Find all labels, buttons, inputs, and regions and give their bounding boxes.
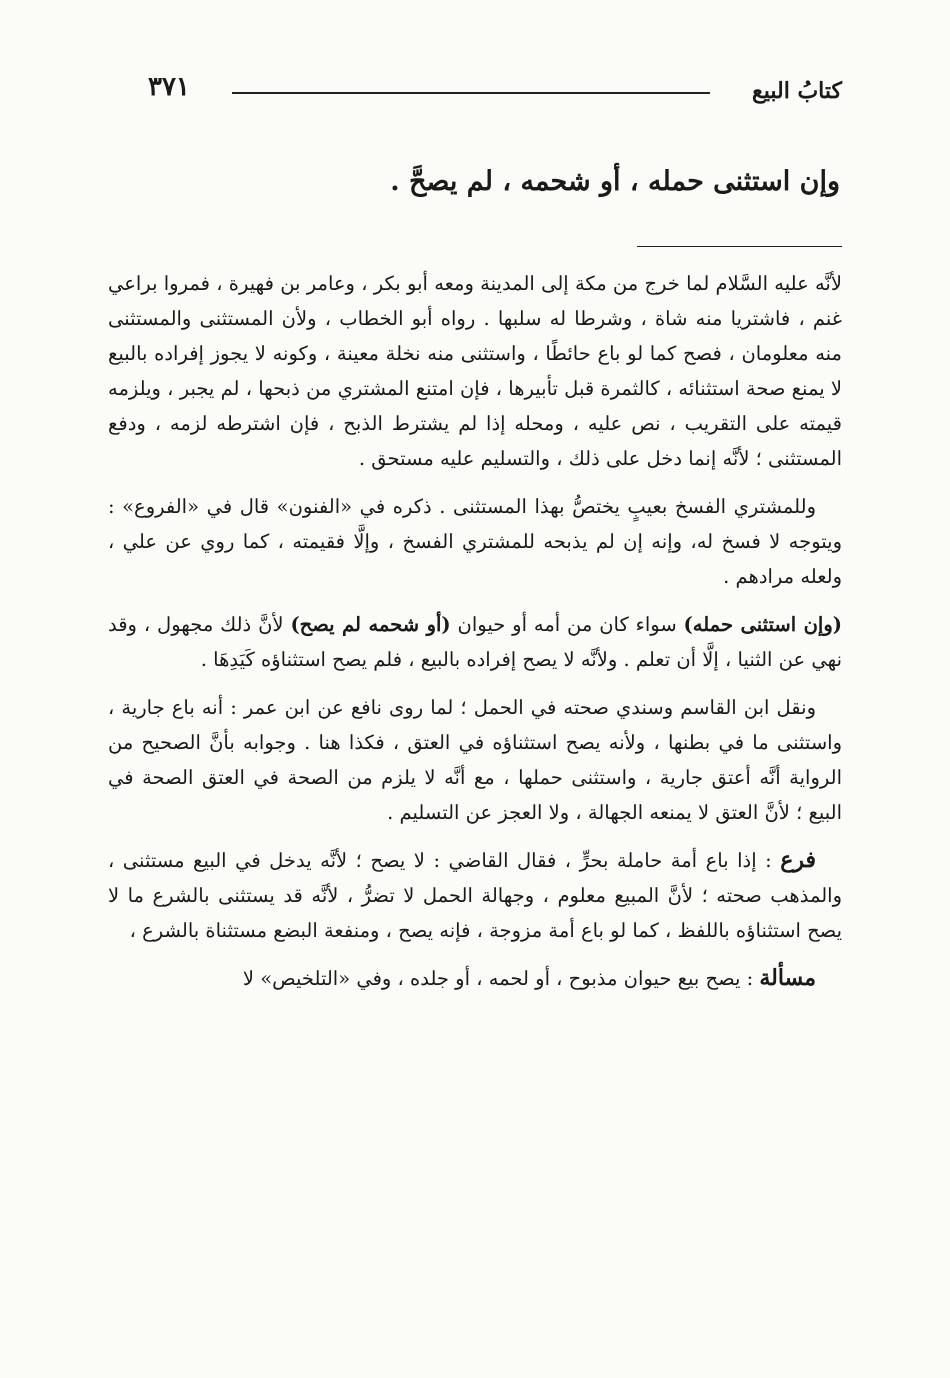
quoted-matn-1: (وإن استثنى حمله): [683, 613, 842, 636]
paragraph-3-mid: سواء كان من أمه أو حيوان: [450, 613, 684, 636]
masala-heading: مسألة: [759, 965, 816, 991]
commentary-body: [108, 266, 842, 1009]
paragraph-5-text: : إذا باع أمة حاملة بحرٍّ ، فقال القاضي : لا يصح ؛ لأنَّه يدخل في البيع مستثنى ، والمذهب صحته ؛ لأنَّ المبيع معلوم ، وجهالة الحمل لا تضرُّ ، لأنَّه قد يستثنى بالشرع ما لا يصح استثناؤه باللفظ ، كما لو باع أمة مزوجة ، فإنه يصح ، ومنفعة البضع مستثناة بالشرع ،: [108, 849, 842, 942]
far-heading: فرع: [780, 847, 816, 873]
paragraph-1: لأنَّه عليه السَّلام لما خرج من مكة إلى المدينة ومعه أبو بكر ، وعامر بن فهيرة ، فمروا براعي غنم ، فاشتريا منه شاة ، وشرطا له سلبها . رواه أبو الخطاب ، ولأن المستثنى والمستثنى منه معلومان ، فصح كما لو باع حائطًا ، واستثنى منه نخلة معينة ، وكونه لا يجوز إفراده بالبيع لا يمنع صحة استثنائه ، كالثمرة قبل تأبيرها ، فإن امتنع المشتري من ذبحها ، لم يجبر ، ويلزمه قيمته على التقريب ، نص عليه ، ومحله إذا لم يشترط الذبح ، فإن اشترطه لزمه ، ودفع المستثنى ؛ لأنَّه إنما دخل على ذلك ، والتسليم عليه مستحق .: [108, 272, 842, 470]
running-title: كتابُ البيع: [752, 78, 842, 104]
paragraph-6: [108, 961, 842, 996]
commentary-separator: [637, 246, 842, 247]
paragraph-3-rest: لأنَّ ذلك مجهول ، وقد نهي عن الثنيا ، إلَّا أن تعلم . ولأنَّه لا يصح إفراده بالبيع ، فلم يصح استثناؤه كَيَدِهَا .: [108, 613, 842, 671]
quoted-matn-2: (أو شحمه لم يصح): [290, 613, 451, 636]
page-number: ٣٧١: [148, 72, 190, 102]
paragraph-5: [108, 843, 842, 948]
matn-text: وإن استثنى حمله ، أو شحمه ، لم يصحَّ .: [390, 166, 840, 197]
paragraph-4: ونقل ابن القاسم وسندي صحته في الحمل ؛ لما روى نافع عن ابن عمر : أنه باع جارية ، واستثنى ما في بطنها ، ولأنه يصح استثناؤه في العتق ، فكذا هنا . وجوابه بأنَّ الصحيح من الرواية أنَّه أعتق جارية ، واستثنى حملها ، مع أنَّه لا يلزم من الصحة في العتق الصحة في البيع ؛ لأنَّ العتق لا يمنعه الجهالة ، ولا العجز عن التسليم .: [108, 696, 842, 824]
paragraph-3: [108, 607, 842, 677]
paragraph-2: وللمشتري الفسخ بعيبٍ يختصُّ بهذا المستثنى . ذكره في «الفنون» قال في «الفروع» : ويتوجه لا فسخ له، وإنه إن لم يذبحه للمشتري الفسخ ، وإلَّا فقيمته ، كما روي عن علي ، ولعله مرادهم .: [108, 495, 842, 588]
header-rule: [232, 92, 710, 94]
paragraph-6-text: : يصح بيع حيوان مذبوح ، أو لحمه ، أو جلده ، وفي «التلخيص» لا: [242, 967, 760, 990]
